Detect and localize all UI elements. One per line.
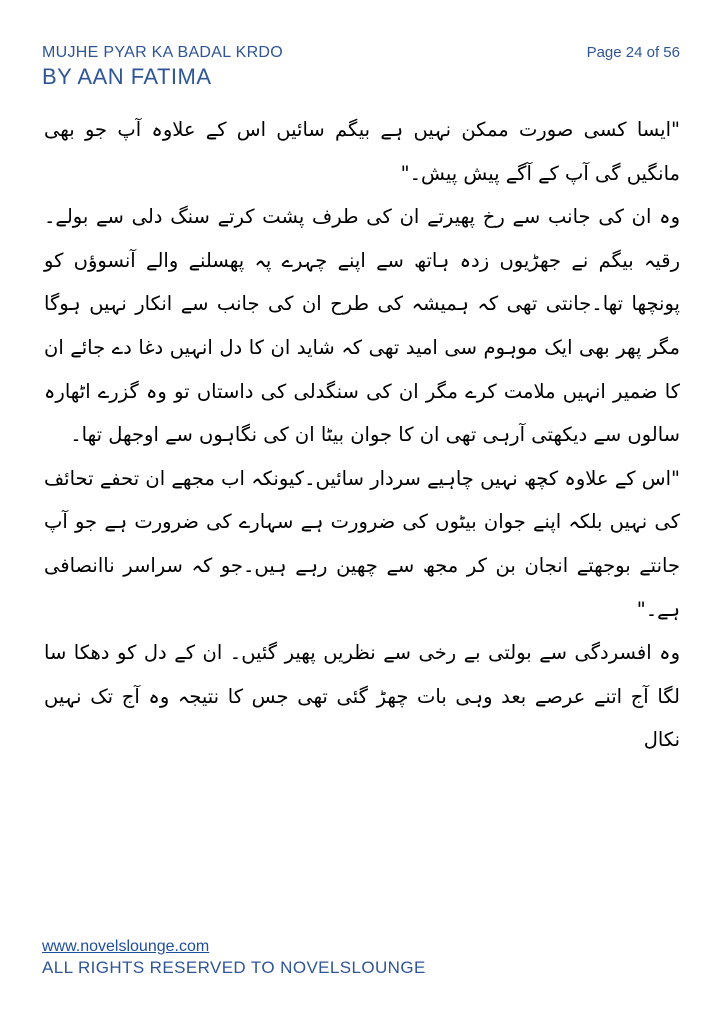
story-body — [44, 108, 680, 762]
paragraph-2: وہ ان کی جانب سے رخ پھیرتے ان کی طرف پشت کرتے سنگ دلی سے بولے۔رقیہ بیگم نے جھڑیوں زدہ ہاتھ سے اپنے چہرے پہ پھسلنے والے آنسوؤں کو پونچھا تھا۔جانتی تھی کہ ہمیشہ کی طرح ان کی جانب سے انکار نہیں ہوگا مگر پھر بھی ایک موہوم سی امید تھی کہ شاید ان کا دل انہیں دغا دے جائے ان کا ضمیر انہیں ملامت کرے مگر ان کی سنگدلی کی داستاں تو وہ گزرے اٹھارہ سالوں سے دیکھتی آرہی تھی ان کا جوان بیٹا ان کی نگاہوں سے اوجھل تھا۔ — [44, 205, 680, 447]
website-link[interactable]: www.novelslounge.com — [42, 938, 210, 955]
paragraph-4: وہ افسردگی سے بولتی بے رخی سے نظریں پھیر گئیں۔ ان کے دل کو دھکا سا لگا آج اتنے عرصے بعد وہی بات چھڑ گئی تھی جس کا نتیجہ وہ آج تک نہیں نکال — [44, 641, 680, 752]
paragraph-1: "ایسا کسی صورت ممکن نہیں ہے بیگم سائیں اس کے علاوہ آپ جو بھی مانگیں گی آپ کے آگے پیش پیش۔" — [44, 118, 680, 185]
page-number: Page 24 of 56 — [586, 44, 680, 61]
author-name: BY AAN FATIMA — [42, 64, 212, 89]
paragraph-3: "اس کے علاوہ کچھ نہیں چاہیے سردار سائیں۔کیونکہ اب مجھے ان تحفے تحائف کی نہیں بلکہ اپنے جوان بیٹوں کی ضرورت ہے سہارے کی ضرورت ہے جو آپ جانتے بوجھتے انجان بن کر مجھ سے چھین رہے ہیں۔جو کہ سراسر ناانصافی ہے۔" — [44, 466, 680, 621]
copyright-notice: ALL RIGHTS RESERVED TO NOVELSLOUNGE — [42, 958, 426, 977]
novel-title: MUJHE PYAR KA BADAL KRDO — [42, 44, 284, 61]
